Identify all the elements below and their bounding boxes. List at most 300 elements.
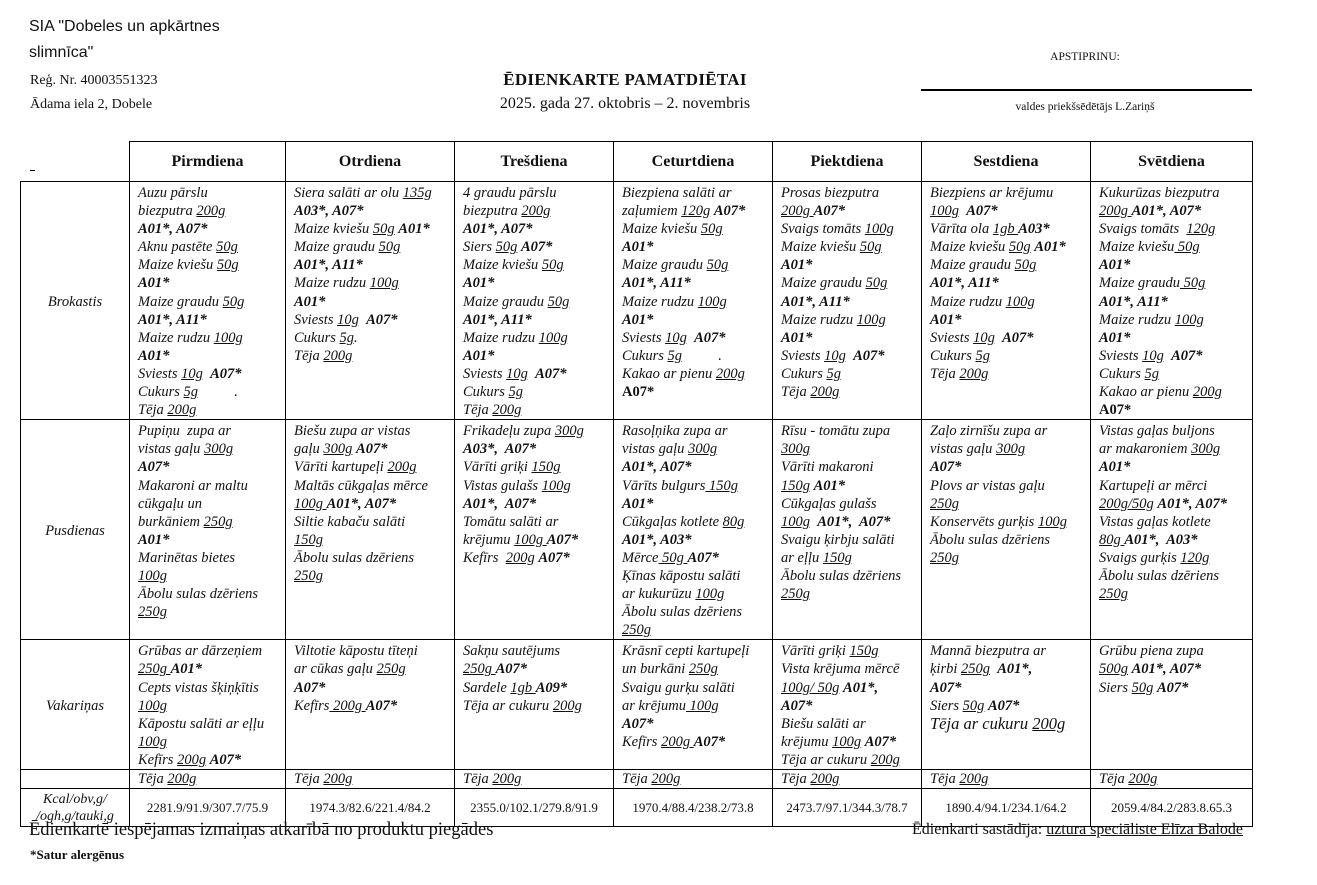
menu-period: 2025. gada 27. oktobris – 2. novembris — [499, 95, 751, 112]
allergen-code: A07* — [365, 697, 398, 714]
dish-text: krējumu — [463, 531, 515, 548]
dish-quantity: 200g — [1099, 203, 1132, 220]
dish-text: Pupiņu zupa ar — [138, 423, 232, 440]
dish-line — [1099, 202, 1244, 220]
dish-text: Maltās cūkgaļas mērce — [294, 477, 428, 494]
allergen-code: A07* — [622, 715, 654, 732]
dish-quantity: 50g — [1179, 275, 1206, 292]
dish-text: Vārīti griķi — [463, 459, 532, 476]
dish-cell — [773, 770, 922, 789]
allergen-code: A07* — [781, 697, 813, 714]
dish-text: Vistas gaļas kotlete — [1099, 513, 1211, 530]
dish-line — [930, 422, 1082, 440]
dish-quantity: 50g — [865, 275, 888, 292]
dish-text: Maize kviešu — [930, 239, 1009, 256]
dish-quantity: 80g — [1099, 531, 1125, 548]
dish-line — [138, 567, 277, 585]
dish-text — [528, 366, 535, 382]
dish-quantity: 150g — [781, 477, 810, 494]
dish-cell — [130, 640, 286, 770]
dish-text: Viltotie kāpostu tīteņi — [294, 643, 418, 660]
allergen-code: A03* — [1018, 221, 1050, 238]
dish-line — [463, 401, 605, 419]
dish-line — [781, 715, 913, 733]
allergen-code: A01* — [138, 275, 170, 292]
day-header: Otrdiena — [286, 142, 455, 182]
dish-quantity: 150g — [822, 549, 852, 566]
dish-quantity: 200g — [870, 751, 900, 768]
dish-line — [138, 274, 277, 292]
day-header: Trešdiena — [455, 142, 614, 182]
nutrition-value: 1890.4/94.1/234.1/64.2 — [922, 789, 1091, 827]
dish-line — [463, 202, 605, 220]
dish-quantity: 300g — [781, 441, 810, 458]
dish-quantity: 200g — [552, 697, 582, 714]
dish-line — [138, 751, 277, 769]
dish-line — [1099, 365, 1244, 383]
dish-quantity: 250g — [376, 661, 406, 678]
dish-text: Zaļo zirnīšu zupa ar — [930, 423, 1048, 440]
dish-line — [294, 274, 446, 292]
dish-quantity: 120g — [681, 203, 711, 220]
allergen-code: A07* — [693, 733, 726, 750]
dish-text: Cukurs — [1099, 365, 1145, 382]
dish-quantity: 200g/50g — [1099, 495, 1154, 512]
dish-text: Ābolu sulas dzēriens — [622, 604, 743, 621]
dish-quantity: 5g — [826, 365, 842, 382]
dish-text: Sviests — [294, 311, 338, 328]
dish-line — [622, 679, 764, 697]
dish-line — [781, 311, 913, 329]
dish-quantity: 200g — [959, 365, 989, 382]
dish-line — [138, 383, 277, 401]
dish-text: Vārīta ola — [930, 221, 993, 238]
dish-line — [622, 440, 764, 458]
dish-quantity: 50g — [1131, 679, 1154, 696]
dish-quantity: 100g/ 50g — [781, 679, 840, 696]
allergen-code: A01*, A11* — [294, 257, 363, 274]
dish-line — [781, 256, 913, 274]
dish-line — [930, 256, 1082, 274]
dish-line — [781, 274, 913, 292]
dish-line — [622, 660, 764, 678]
dish-text — [203, 366, 210, 382]
dish-text: Vārīti makaroni — [781, 459, 874, 476]
dish-text: Vista krējuma mērcē — [781, 661, 900, 678]
dish-line — [138, 238, 277, 256]
dish-text: Mērce — [622, 549, 659, 566]
signature-line — [921, 89, 1252, 91]
dish-text: Makaroni ar maltu — [138, 477, 248, 494]
dish-quantity: 50g — [700, 221, 723, 238]
dish-text: Prosas biezputra — [781, 185, 880, 201]
allergen-code: A07* — [813, 203, 846, 220]
allergen-code: A01* — [294, 293, 326, 310]
dish-text: Biezpiena salāti ar — [622, 185, 732, 201]
menu-change-disclaimer: Ēdienkartē iespējamas izmaiņas atkarībā no produktu piegādes — [29, 820, 494, 840]
dish-quantity: 100g — [781, 513, 810, 530]
dish-text: Plovs ar vistas gaļu — [930, 477, 1045, 494]
dish-quantity: 50g — [541, 257, 564, 274]
dish-text — [1164, 348, 1171, 364]
dish-line — [294, 202, 446, 220]
dish-line — [622, 621, 764, 639]
dish-line — [781, 642, 913, 660]
dish-quantity: 10g — [1142, 347, 1164, 364]
dish-line — [138, 770, 277, 788]
dish-line — [1099, 274, 1244, 292]
dish-text: Rīsu - tomātu zupa — [781, 423, 891, 440]
dish-text: Maize graudu — [930, 257, 1015, 274]
dish-text: Ābolu sulas dzēriens — [930, 531, 1051, 548]
allergen-code: A01* — [170, 661, 203, 678]
allergen-code: A01* — [463, 347, 495, 364]
dish-cell — [614, 420, 773, 640]
meal-label: Vakariņas — [21, 640, 130, 770]
dish-quantity: 100g — [1174, 311, 1204, 328]
dish-line — [781, 770, 913, 788]
dish-line — [930, 440, 1082, 458]
dish-text: krējumu — [781, 733, 833, 750]
dish-line — [463, 697, 605, 715]
dish-quantity: 50g — [216, 239, 238, 256]
dish-line — [622, 585, 764, 603]
allergen-code: A09* — [535, 679, 568, 696]
dish-text: Sviests — [622, 329, 666, 346]
dish-quantity: 100g — [514, 531, 547, 548]
dish-line — [622, 383, 764, 401]
dish-quantity: 50g — [222, 293, 245, 310]
allergen-code: A01* — [930, 311, 962, 328]
dish-text: Aknu pastēte — [138, 239, 217, 256]
dish-line — [463, 531, 605, 549]
dish-cell — [773, 420, 922, 640]
dish-line — [138, 477, 277, 495]
dish-line — [781, 458, 913, 476]
dish-text: Tēja — [294, 771, 324, 787]
dish-cell — [773, 182, 922, 420]
dish-text: Tēja ar cukuru — [781, 751, 871, 768]
dish-text: Vistas gaļas buljons — [1099, 423, 1215, 440]
dish-quantity: 200g — [492, 402, 522, 419]
dish-text — [995, 330, 1002, 346]
dish-line — [622, 202, 764, 220]
dish-quantity: 10g — [665, 329, 687, 346]
dish-line — [138, 642, 277, 660]
allergen-code: A01*, A07* — [138, 221, 208, 238]
dish-line — [781, 660, 913, 678]
dish-text: Kefīrs — [138, 751, 178, 768]
dish-cell — [922, 640, 1091, 770]
dish-text: un burkāni — [622, 661, 689, 678]
dish-text — [846, 348, 853, 364]
dish-text: Maize rudzu — [138, 329, 214, 346]
dish-quantity: 250g — [781, 586, 810, 603]
dish-text: Biešu salāti ar — [781, 715, 866, 732]
dish-line — [138, 660, 277, 678]
dish-line — [781, 202, 913, 220]
dish-line — [781, 531, 913, 549]
dish-quantity: 150g — [294, 531, 323, 548]
dish-line — [622, 256, 764, 274]
dish-line — [1099, 383, 1244, 401]
allergen-code: A07* — [1157, 679, 1189, 696]
dish-line — [138, 184, 277, 202]
dish-text: vistas gaļu — [622, 441, 689, 458]
dish-text: Cukurs — [294, 329, 340, 346]
dish-line — [463, 383, 605, 401]
dish-line — [1099, 347, 1244, 365]
dish-text: Biešu zupa ar vistas — [294, 423, 411, 440]
dish-line — [622, 293, 764, 311]
dish-line — [294, 642, 446, 660]
approval-label: APSTIPRINU: — [1050, 51, 1120, 63]
dish-line — [138, 401, 277, 419]
dish-quantity: 120g — [1180, 549, 1210, 566]
dish-line — [138, 715, 277, 733]
allergen-code: A01* — [813, 477, 846, 494]
dish-text: Ābolu sulas dzēriens — [781, 567, 902, 584]
dish-cell — [130, 182, 286, 420]
dish-text: Vārīti kartupeļi — [294, 459, 388, 476]
dish-line — [1099, 642, 1244, 660]
dish-line — [622, 549, 764, 567]
dish-quantity: 200g — [329, 697, 366, 714]
dish-text: Ķīnas kāpostu salāti — [622, 567, 741, 584]
dish-line — [781, 347, 913, 365]
dish-line — [294, 238, 446, 256]
dish-text: Sviests — [463, 365, 507, 382]
allergen-code: A01* — [398, 221, 430, 238]
dish-text: Mannā biezputra ar — [930, 643, 1046, 660]
dish-quantity: 200g — [387, 459, 417, 476]
dish-quantity: 250g — [138, 604, 167, 621]
dish-line — [930, 642, 1082, 660]
dish-quantity: 150g — [849, 643, 879, 660]
meal-row-lunch — [21, 420, 1253, 640]
dish-line — [294, 697, 446, 715]
dish-quantity: 100g — [697, 293, 727, 310]
allergen-code: A01* — [781, 257, 813, 274]
dish-text: Maize rudzu — [930, 293, 1006, 310]
dish-line — [930, 715, 1082, 734]
allergen-code: A01*, A07* — [1131, 203, 1202, 220]
dish-quantity: 100g — [138, 567, 167, 584]
dish-text: Biezpiens ar krējumu — [930, 185, 1054, 201]
dish-line — [294, 422, 446, 440]
dish-line — [294, 495, 446, 513]
organization-name: SIA "Dobeles un apkārtnes slimnīca" — [29, 18, 220, 61]
dish-text: vistas gaļu — [138, 441, 205, 458]
dish-quantity: 250g — [930, 495, 959, 512]
dish-line — [294, 329, 446, 347]
dish-text: Tēja ar cukuru — [930, 713, 1033, 733]
dish-line — [781, 293, 913, 311]
dish-cell — [773, 640, 922, 770]
dish-line — [294, 293, 446, 311]
dish-line — [622, 274, 764, 292]
dish-line — [622, 477, 764, 495]
allergen-code: A01* — [463, 275, 495, 292]
dish-line — [138, 585, 277, 603]
dish-text: Sviests — [138, 365, 182, 382]
dish-line — [294, 660, 446, 678]
dish-quantity: 100g — [294, 495, 327, 512]
dish-line — [138, 531, 277, 549]
allergen-code: A01*, A11* — [781, 293, 850, 310]
dish-text: Siltie kabaču salāti — [294, 513, 406, 530]
dish-text: Kukurūzas biezputra — [1099, 185, 1220, 201]
dish-line — [1099, 770, 1244, 788]
dish-line — [622, 603, 764, 621]
dish-quantity: 300g — [1191, 441, 1221, 458]
composer-name: uztura speciāliste Elīza Balode — [1046, 821, 1243, 838]
dish-quantity: 50g — [962, 697, 985, 714]
dish-line — [781, 477, 913, 495]
dish-line — [930, 293, 1082, 311]
dish-quantity: 150g — [705, 477, 739, 494]
dish-line — [930, 220, 1082, 238]
dish-text: Frikadeļu zupa — [463, 423, 555, 440]
dish-line — [622, 220, 764, 238]
day-header: Sestdiena — [922, 142, 1091, 182]
dish-line — [781, 679, 913, 697]
dish-text: Tēja — [622, 771, 652, 787]
allergen-code: A07* — [622, 384, 655, 401]
dish-cell — [1091, 640, 1253, 770]
dish-text: zaļumiem — [622, 203, 682, 220]
dish-text: Sardele — [463, 679, 511, 696]
allergen-code: A01* — [622, 311, 654, 328]
dish-line — [138, 513, 277, 531]
dish-line — [294, 220, 446, 238]
allergen-code: A01*, A03* — [1124, 531, 1198, 548]
dish-line — [930, 365, 1082, 383]
dish-line — [622, 495, 764, 513]
dish-text: Siera salāti ar olu — [294, 185, 403, 201]
dish-line — [1099, 567, 1244, 585]
dish-text: Siers — [1099, 679, 1132, 696]
dish-line — [930, 329, 1082, 347]
nutrition-value: 1974.3/82.6/221.4/84.2 — [286, 789, 455, 827]
allergen-code: A01*, — [843, 679, 879, 696]
nutrition-value: 2355.0/102.1/279.8/91.9 — [455, 789, 614, 827]
allergen-code: A01*, A07* — [463, 221, 533, 238]
dish-line — [930, 477, 1082, 495]
meal-label: Pusdienas — [21, 420, 130, 640]
dish-text: . — [682, 347, 722, 364]
dish-quantity: 200g — [521, 203, 551, 220]
allergen-code: A07* — [713, 203, 746, 220]
dish-text: Vārīti griķi — [781, 643, 850, 660]
dish-line — [781, 440, 913, 458]
dish-quantity: 100g — [864, 221, 894, 238]
allergen-code: A01* — [622, 239, 654, 256]
dish-line — [1099, 549, 1244, 567]
dish-text: Marinētas bietes — [138, 549, 236, 566]
allergen-code: A01* — [622, 495, 654, 512]
dish-quantity: 150g — [531, 459, 561, 476]
dish-line — [1099, 495, 1244, 513]
dish-line — [294, 477, 446, 495]
dish-line — [781, 184, 913, 202]
dish-line — [138, 495, 277, 513]
dish-cell — [614, 182, 773, 420]
dish-text: Maize rudzu — [781, 311, 857, 328]
dish-line — [622, 458, 764, 476]
allergen-code: A07* — [966, 203, 998, 220]
dish-quantity: 100g — [695, 586, 725, 603]
dish-line — [781, 549, 913, 567]
dish-quantity: 100g — [856, 311, 886, 328]
allergen-code: A01*, A11* — [930, 275, 999, 292]
allergen-code: A01* — [781, 329, 813, 346]
dish-line — [622, 531, 764, 549]
dish-line — [930, 458, 1082, 476]
dish-line — [622, 311, 764, 329]
dish-quantity: 200g — [661, 733, 694, 750]
allergen-code: A01*, A11* — [138, 311, 207, 328]
dish-text: . — [354, 329, 358, 346]
dish-quantity: 200g — [167, 771, 197, 787]
nutrition-value: 1970.4/88.4/238.2/73.8 — [614, 789, 773, 827]
dish-line — [781, 220, 913, 238]
dish-cell — [286, 182, 455, 420]
dish-text: Tēja ar cukuru — [463, 697, 553, 714]
dish-text: burkāniem — [138, 513, 204, 530]
dish-text: Sakņu sautējums — [463, 643, 561, 660]
dish-line — [1099, 679, 1244, 697]
dish-cell — [614, 770, 773, 789]
dish-line — [138, 733, 277, 751]
dish-text — [687, 330, 694, 346]
dish-line — [1099, 440, 1244, 458]
dish-line — [138, 603, 277, 621]
dish-quantity: 80g — [722, 513, 745, 530]
dish-quantity: 100g — [138, 733, 167, 750]
dish-line — [294, 679, 446, 697]
dish-line — [930, 531, 1082, 549]
dish-text: Svaigs gurķis — [1099, 549, 1181, 566]
dish-cell — [455, 640, 614, 770]
dish-line — [1099, 293, 1244, 311]
dish-line — [463, 440, 605, 458]
dish-text: cūkgaļu un — [138, 495, 203, 512]
dish-line — [463, 347, 605, 365]
dish-cell — [130, 420, 286, 640]
allergen-code: A01* — [1099, 459, 1131, 476]
day-header-row — [21, 142, 1253, 182]
dish-line — [930, 697, 1082, 715]
dish-cell — [455, 770, 614, 789]
dish-quantity: 200g — [323, 771, 353, 787]
dish-cell — [922, 182, 1091, 420]
dish-text: Cūkgaļas kotlete — [622, 513, 723, 530]
allergen-legend: *Satur alergēnus — [30, 847, 125, 862]
dish-line — [622, 184, 764, 202]
dish-text: Tēja — [781, 384, 811, 401]
dish-line — [1099, 311, 1244, 329]
allergen-code: A07* — [356, 441, 388, 458]
dish-line — [463, 329, 605, 347]
allergen-code: A07* — [988, 697, 1020, 714]
dish-quantity: 250g — [961, 661, 991, 678]
dish-line — [930, 549, 1082, 567]
dish-quantity: 100g — [1037, 513, 1067, 530]
dish-text: Maize kviešu — [294, 221, 373, 238]
dish-line — [622, 347, 764, 365]
dish-line — [781, 238, 913, 256]
